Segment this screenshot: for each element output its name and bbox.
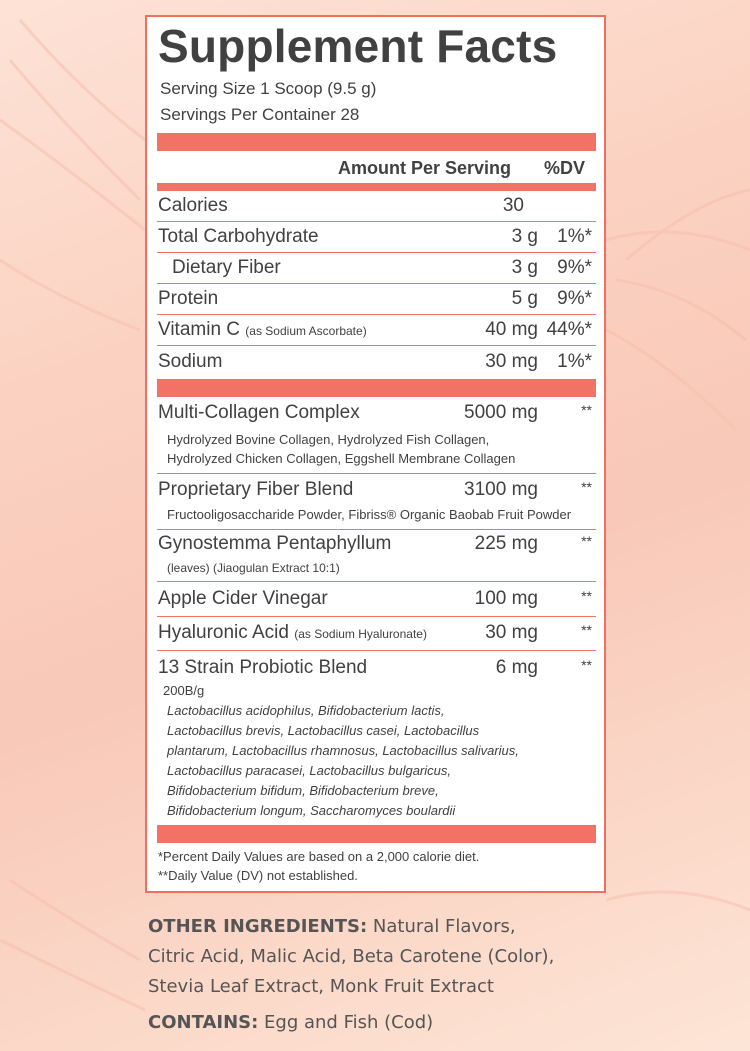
- supplement-facts-panel: [145, 15, 606, 893]
- ingredient-detail: (leaves) (Jiaogulan Extract 10:1): [167, 561, 340, 575]
- thick-divider-middle: [157, 379, 596, 397]
- nutrient-name: Total Carbohydrate: [158, 226, 319, 247]
- nutrient-amount: 30 mg: [485, 351, 538, 372]
- ingredient-detail: Hydrolyzed Bovine Collagen, Hydrolyzed Fish Collagen,: [167, 432, 490, 447]
- nutrient-dv: 44%*: [546, 319, 592, 340]
- ingredient-name: Gynostemma Pentaphyllum: [158, 533, 392, 554]
- ingredient-dv: **: [581, 588, 592, 604]
- ingredient-detail: plantarum, Lactobacillus rhamnosus, Lactobacillus salivarius,: [167, 743, 519, 758]
- ingredient-detail: Lactobacillus acidophilus, Bifidobacterium lactis,: [167, 703, 445, 718]
- medium-divider: [157, 183, 596, 191]
- row-divider: [157, 616, 596, 617]
- ingredient-detail: Lactobacillus paracasei, Lactobacillus bulgaricus,: [167, 763, 451, 778]
- ingredient-dv: **: [581, 533, 592, 549]
- ingredient-dv: **: [581, 622, 592, 638]
- ingredient-note: (as Sodium Hyaluronate): [294, 627, 427, 641]
- amount-per-serving-header: Amount Per Serving: [338, 158, 512, 178]
- ingredient-detail: Lactobacillus brevis, Lactobacillus casei, Lactobacillus: [167, 723, 480, 738]
- ingredient-amount: 5000 mg: [464, 402, 538, 423]
- footnote-not-established: **Daily Value (DV) not established.: [158, 868, 358, 883]
- ingredient-name: Apple Cider Vinegar: [158, 588, 328, 609]
- probiotic-count: 200B/g: [163, 683, 205, 698]
- other-ingredients: [148, 912, 554, 1002]
- other-ingredients-line: Stevia Leaf Extract, Monk Fruit Extract: [148, 976, 494, 997]
- nutrient-name: Sodium: [158, 351, 223, 372]
- nutrient-name: Vitamin C (as Sodium Ascorbate): [158, 319, 367, 340]
- nutrient-amount: 40 mg: [485, 319, 538, 340]
- ingredient-amount: 225 mg: [474, 533, 538, 554]
- ingredient-detail: Bifidobacterium bifidum, Bifidobacterium breve,: [167, 783, 439, 798]
- nutrient-dv: 9%*: [557, 257, 592, 278]
- serving-size: Serving Size 1 Scoop (9.5 g): [160, 79, 377, 98]
- ingredient-dv: **: [581, 479, 592, 495]
- palm-leaves-right-decoration: [606, 0, 750, 1051]
- nutrient-amount: 30: [502, 195, 524, 216]
- nutrient-amount: 5 g: [511, 288, 538, 309]
- row-divider: [157, 581, 596, 582]
- nutrient-name: Protein: [158, 288, 219, 309]
- nutrient-amount: 3 g: [511, 226, 538, 247]
- ingredient-name: Multi-Collagen Complex: [158, 402, 360, 423]
- nutrient-amount: 3 g: [511, 257, 538, 278]
- dv-header: %DV: [544, 158, 586, 178]
- ingredient-detail: Fructooligosaccharide Powder, Fibriss® Organic Baobab Fruit Powder: [167, 507, 572, 522]
- panel-title: Supplement Facts: [158, 20, 558, 72]
- thick-divider-top: [157, 133, 596, 151]
- ingredient-dv: **: [581, 402, 592, 418]
- row-divider: [157, 650, 596, 651]
- ingredient-name: 13 Strain Probiotic Blend: [158, 657, 368, 678]
- nutrient-name: Dietary Fiber: [172, 257, 281, 278]
- row-divider: [157, 529, 596, 530]
- row-divider: [157, 221, 596, 222]
- thick-divider-bottom: [157, 825, 596, 843]
- nutrient-dv: 1%*: [557, 351, 592, 372]
- ingredient-name: Proprietary Fiber Blend: [158, 479, 354, 500]
- ingredient-amount: 3100 mg: [464, 479, 538, 500]
- contains-text: Egg and Fish (Cod): [258, 1012, 434, 1033]
- row-divider: [157, 345, 596, 346]
- other-ingredients-line: Natural Flavors,: [367, 916, 516, 937]
- contains-statement: [148, 1008, 433, 1038]
- ingredient-amount: 6 mg: [495, 657, 538, 678]
- other-ingredients-line: Citric Acid, Malic Acid, Beta Carotene (Color),: [148, 946, 555, 967]
- row-divider: [157, 283, 596, 284]
- nutrient-dv: 9%*: [557, 288, 592, 309]
- ingredient-detail: Bifidobacterium longum, Saccharomyces boulardii: [167, 803, 456, 818]
- ingredient-amount: 100 mg: [474, 588, 538, 609]
- palm-leaves-left-decoration: [0, 0, 150, 1051]
- nutrient-note: (as Sodium Ascorbate): [245, 324, 367, 338]
- contains-label: CONTAINS:: [148, 1012, 259, 1033]
- nutrient-name: Calories: [158, 195, 228, 216]
- footnote-dv: *Percent Daily Values are based on a 2,000 calorie diet.: [158, 849, 480, 864]
- row-divider: [157, 314, 596, 315]
- other-ingredients-label: OTHER INGREDIENTS:: [148, 916, 368, 937]
- nutrient-dv: 1%*: [557, 226, 592, 247]
- row-divider: [157, 473, 596, 474]
- row-divider: [157, 252, 596, 253]
- ingredient-amount: 30 mg: [485, 622, 538, 643]
- ingredient-name: Hyaluronic Acid (as Sodium Hyaluronate): [158, 622, 427, 643]
- ingredient-detail: Hydrolyzed Chicken Collagen, Eggshell Membrane Collagen: [167, 451, 516, 466]
- servings-per-container: Servings Per Container 28: [160, 105, 360, 124]
- ingredient-dv: **: [581, 657, 592, 673]
